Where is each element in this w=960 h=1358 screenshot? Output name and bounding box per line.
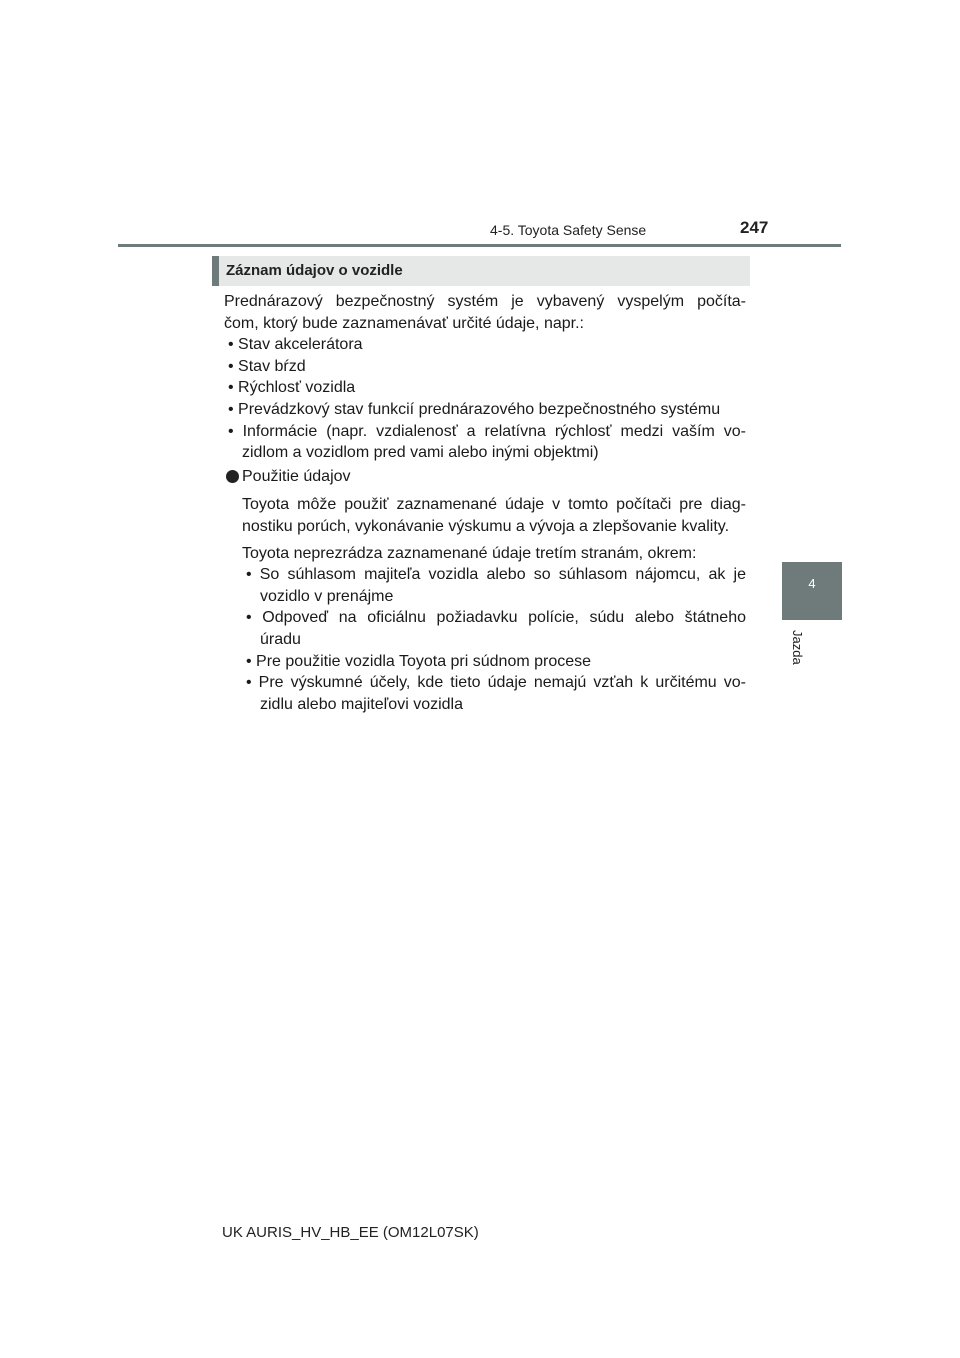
intro-line-1: Prednárazový bezpečnostný systém je vybavený vyspelým počíta- — [224, 293, 746, 310]
list-item-continuation: vozidlo v prenájme — [260, 588, 394, 605]
list-item: • Stav akcelerátora — [228, 336, 363, 353]
list-item: • Informácie (napr. vzdialenosť a relatívna rýchlosť medzi vaším vo- — [228, 423, 746, 440]
usage-para2: Toyota neprezrádza zaznamenané údaje tretím stranám, okrem: — [242, 545, 697, 562]
bullet-circle-icon — [226, 470, 239, 483]
list-item-continuation: úradu — [260, 631, 301, 648]
chapter-tab — [782, 562, 842, 620]
section-title-accent — [212, 256, 219, 286]
list-item: • Pre výskumné účely, kde tieto údaje nemajú vzťah k určitému vo- — [246, 674, 746, 691]
footer-model-code: UK AURIS_HV_HB_EE (OM12L07SK) — [222, 1224, 479, 1241]
usage-para1-line-2: nostiku porúch, vykonávanie výskumu a vývoja a zlepšovanie kvality. — [242, 518, 730, 535]
section-title: Záznam údajov o vozidle — [226, 262, 403, 279]
list-item-continuation: zidlom a vozidlom pred vami alebo inými objektmi) — [242, 444, 599, 461]
header-rule — [118, 244, 841, 247]
usage-heading: Použitie údajov — [242, 468, 351, 485]
chapter-tab-label: Jazda — [790, 630, 805, 665]
intro-line-2: čom, ktorý bude zaznamenávať určité údaje, napr.: — [224, 315, 584, 332]
chapter-tab-number: 4 — [808, 576, 816, 591]
running-header-section: 4-5. Toyota Safety Sense — [490, 222, 647, 238]
list-item: • Odpoveď na oficiálnu požiadavku polície, súdu alebo štátneho — [246, 609, 746, 626]
list-item: • Rýchlosť vozidla — [228, 379, 356, 396]
list-item: • Prevádzkový stav funkcií prednárazového bezpečnostného systému — [228, 401, 721, 418]
usage-para1-line-1: Toyota môže použiť zaznamenané údaje v tomto počítači pre diag- — [242, 496, 746, 513]
list-item: • Stav bŕzd — [228, 358, 306, 375]
page-number: 247 — [740, 218, 769, 237]
list-item: • Pre použitie vozidla Toyota pri súdnom procese — [246, 653, 592, 670]
list-item-continuation: zidlu alebo majiteľovi vozidla — [260, 696, 463, 713]
list-item: • So súhlasom majiteľa vozidla alebo so súhlasom nájomcu, ak je — [246, 566, 746, 583]
